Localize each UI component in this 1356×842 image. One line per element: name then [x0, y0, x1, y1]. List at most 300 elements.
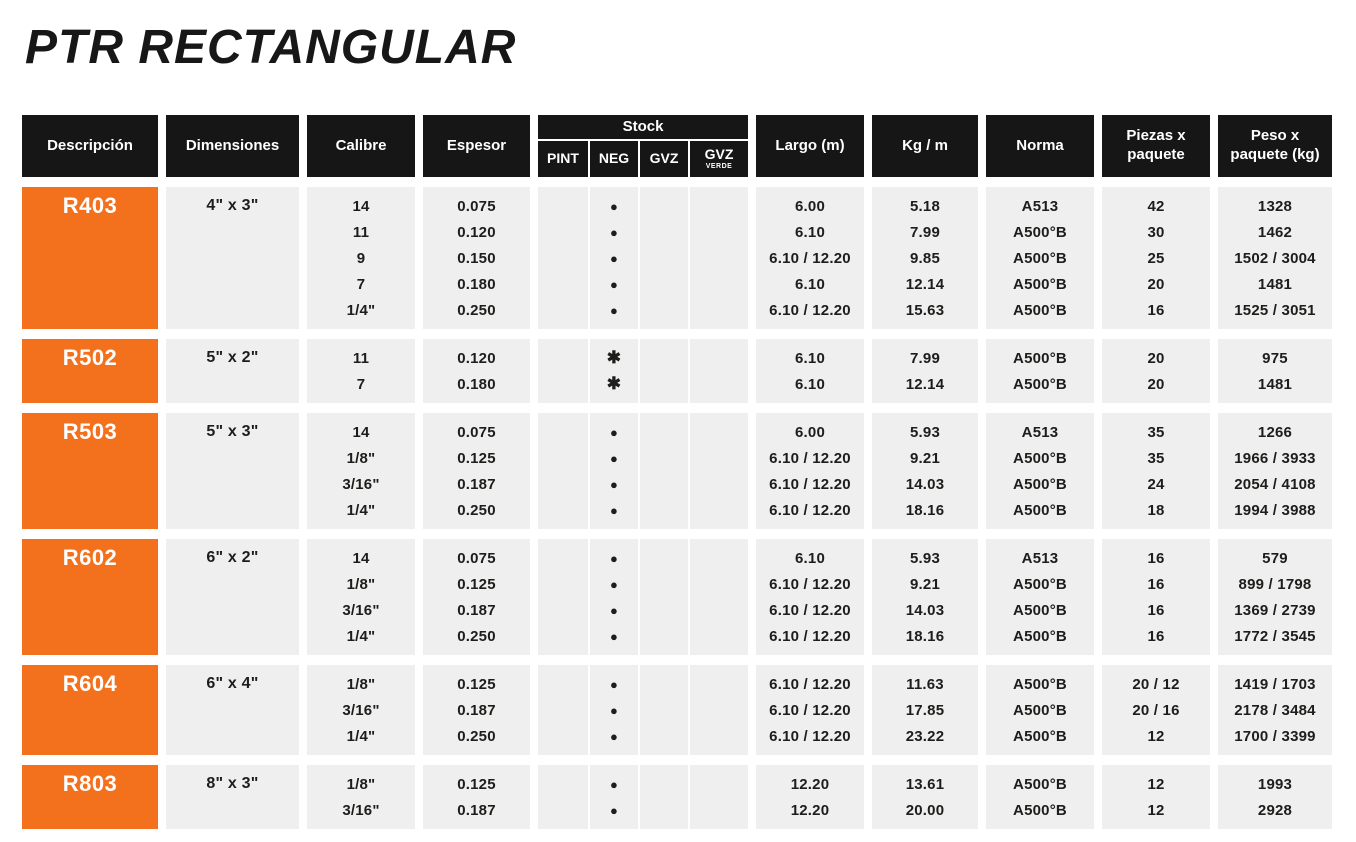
stock-empty: [538, 471, 588, 497]
largo-cell: [756, 339, 864, 403]
stock-empty: [690, 623, 748, 649]
espesor-value: 0.187: [457, 475, 496, 493]
peso-value: 1462: [1257, 223, 1293, 241]
dimensions-cell: [166, 187, 299, 329]
kgm-value: 7.99: [910, 349, 940, 367]
largo-value: 6.10: [795, 349, 825, 367]
header-stock-gvz-verde-sub: VERDE: [705, 162, 733, 170]
kgm-value: 9.85: [910, 249, 940, 267]
stock-dot-icon: ●: [609, 676, 619, 692]
stock-empty: [690, 545, 748, 571]
stock-empty: [640, 219, 688, 245]
largo-value: 6.00: [795, 197, 825, 215]
kgm-value: 18.16: [905, 627, 945, 645]
stock-empty: [538, 771, 588, 797]
stock-empty: [640, 671, 688, 697]
stock-empty: [640, 371, 688, 397]
calibre-value: 11: [352, 349, 370, 367]
calibre-value: 3/16": [342, 601, 380, 619]
product-code-cell: [22, 413, 158, 529]
norma-cell: [986, 339, 1094, 403]
calibre-value: 1/8": [346, 675, 376, 693]
stock-empty: [640, 597, 688, 623]
stock-sub-gvz-verde: [690, 339, 748, 403]
header-stock-neg: NEG: [590, 141, 638, 177]
header-largo: Largo (m): [756, 115, 864, 177]
dimension-value: 8" x 3": [206, 775, 259, 792]
header-stock-group: [538, 115, 748, 177]
stock-sub-gvz-verde: [690, 539, 748, 655]
stock-cell: [538, 539, 748, 655]
stock-empty: [538, 193, 588, 219]
dimension-value: [166, 445, 299, 471]
stock-sub-gvz: [640, 665, 688, 755]
stock-sub-neg: [590, 187, 638, 329]
kgm-value: 17.85: [905, 701, 945, 719]
stock-cell: [538, 339, 748, 403]
largo-value: 6.10: [795, 275, 825, 293]
kgm-value: 23.22: [905, 727, 945, 745]
product-code-cell: [22, 187, 158, 329]
stock-empty: [538, 219, 588, 245]
product-code-cell: [22, 765, 158, 829]
kgm-value: 9.21: [910, 575, 940, 593]
stock-dot-icon: ●: [609, 450, 619, 466]
piezas-value: 16: [1147, 575, 1165, 593]
calibre-value: 1/8": [346, 575, 376, 593]
kgm-value: 5.93: [910, 549, 940, 567]
dimension-value: 6" x 4": [206, 675, 259, 692]
norma-cell: [986, 665, 1094, 755]
peso-value: 1481: [1257, 275, 1293, 293]
kgm-value: 18.16: [905, 501, 945, 519]
norma-value: A500°B: [1013, 375, 1067, 393]
stock-empty: [690, 597, 748, 623]
stock-sub-neg: [590, 339, 638, 403]
stock-empty: [640, 697, 688, 723]
espesor-value: 0.120: [457, 223, 496, 241]
norma-value: A500°B: [1013, 275, 1067, 293]
calibre-value: 1/4": [346, 727, 376, 745]
kgm-value: 12.14: [905, 275, 945, 293]
product-code: R403: [62, 193, 118, 218]
stock-sub-gvz: [640, 539, 688, 655]
stock-sub-gvz-verde: [690, 765, 748, 829]
espesor-value: 0.250: [457, 301, 496, 319]
kgm-value: 7.99: [910, 223, 940, 241]
largo-value: 6.10 / 12.20: [769, 627, 851, 645]
stock-empty: [640, 245, 688, 271]
norma-value: A500°B: [1013, 775, 1067, 793]
calibre-cell: [307, 187, 415, 329]
largo-cell: [756, 413, 864, 529]
stock-empty: [690, 297, 748, 323]
stock-empty: [538, 671, 588, 697]
peso-value: 1502 / 3004: [1234, 249, 1316, 267]
largo-value: 6.10: [795, 549, 825, 567]
stock-cell: [538, 187, 748, 329]
stock-dot-icon: ●: [609, 224, 619, 240]
stock-empty: [640, 571, 688, 597]
espesor-cell: [423, 339, 530, 403]
norma-value: A500°B: [1013, 801, 1067, 819]
dimension-value: [166, 471, 299, 497]
espesor-value: 0.120: [457, 349, 496, 367]
stock-empty: [690, 345, 748, 371]
espesor-value: 0.250: [457, 627, 496, 645]
stock-empty: [640, 623, 688, 649]
stock-sub-pint: [538, 413, 588, 529]
calibre-value: 3/16": [342, 475, 380, 493]
norma-cell: [986, 413, 1094, 529]
stock-sub-neg: [590, 413, 638, 529]
stock-empty: [640, 419, 688, 445]
stock-empty: [690, 419, 748, 445]
norma-value: A500°B: [1013, 349, 1067, 367]
dimension-value: [166, 271, 299, 297]
largo-cell: [756, 665, 864, 755]
kgm-value: 20.00: [905, 801, 945, 819]
stock-empty: [690, 193, 748, 219]
norma-value: A500°B: [1013, 249, 1067, 267]
stock-cell: [538, 765, 748, 829]
header-stock-subrow: [538, 141, 748, 177]
espesor-value: 0.075: [457, 549, 496, 567]
calibre-cell: [307, 339, 415, 403]
header-stock: Stock: [538, 115, 748, 141]
piezas-value: 16: [1147, 549, 1165, 567]
dimension-value: [166, 697, 299, 723]
stock-sub-neg: [590, 539, 638, 655]
stock-dot-icon: ●: [609, 476, 619, 492]
stock-cell: [538, 665, 748, 755]
espesor-value: 0.125: [457, 575, 496, 593]
calibre-value: 1/4": [346, 627, 376, 645]
piezas-cell: [1102, 339, 1210, 403]
kgm-value: 5.18: [910, 197, 940, 215]
stock-empty: [690, 497, 748, 523]
product-group-r602: [22, 539, 1334, 655]
stock-cell: [538, 413, 748, 529]
stock-asterisk-icon: ✱: [606, 374, 622, 393]
largo-cell: [756, 187, 864, 329]
stock-sub-neg: [590, 765, 638, 829]
stock-empty: [690, 723, 748, 749]
espesor-value: 0.250: [457, 727, 496, 745]
dimension-value: [166, 623, 299, 649]
page-title: PTR RECTANGULAR: [25, 21, 517, 74]
peso-value: 1419 / 1703: [1234, 675, 1316, 693]
norma-value: A513: [1021, 423, 1059, 441]
largo-value: 6.10 / 12.20: [769, 727, 851, 745]
stock-empty: [640, 797, 688, 823]
piezas-cell: [1102, 413, 1210, 529]
peso-value: 1772 / 3545: [1234, 627, 1316, 645]
stock-dot-icon: ●: [609, 198, 619, 214]
product-group-r604: [22, 665, 1334, 755]
espesor-value: 0.125: [457, 775, 496, 793]
stock-sub-pint: [538, 339, 588, 403]
largo-value: 6.00: [795, 423, 825, 441]
stock-empty: [690, 697, 748, 723]
stock-empty: [538, 271, 588, 297]
stock-dot-icon: ●: [609, 728, 619, 744]
stock-sub-gvz-verde: [690, 187, 748, 329]
stock-sub-neg: [590, 665, 638, 755]
stock-empty: [538, 797, 588, 823]
norma-value: A500°B: [1013, 727, 1067, 745]
kgm-cell: [872, 339, 978, 403]
largo-value: 6.10 / 12.20: [769, 675, 851, 693]
stock-empty: [640, 345, 688, 371]
norma-cell: [986, 765, 1094, 829]
piezas-cell: [1102, 765, 1210, 829]
product-group-r803: [22, 765, 1334, 829]
norma-value: A500°B: [1013, 223, 1067, 241]
stock-empty: [538, 571, 588, 597]
norma-value: A500°B: [1013, 701, 1067, 719]
largo-value: 6.10 / 12.20: [769, 449, 851, 467]
kgm-value: 12.14: [905, 375, 945, 393]
calibre-value: 14: [352, 549, 370, 567]
kgm-value: 9.21: [910, 449, 940, 467]
largo-cell: [756, 539, 864, 655]
espesor-value: 0.250: [457, 501, 496, 519]
piezas-value: 24: [1147, 475, 1165, 493]
stock-sub-gvz-verde: [690, 413, 748, 529]
dimension-value: [166, 219, 299, 245]
piezas-cell: [1102, 539, 1210, 655]
peso-value: 899 / 1798: [1238, 575, 1312, 593]
stock-dot-icon: ●: [609, 576, 619, 592]
kgm-value: 13.61: [905, 775, 945, 793]
header-espesor: Espesor: [423, 115, 530, 177]
piezas-value: 42: [1147, 197, 1165, 215]
kgm-cell: [872, 765, 978, 829]
dimension-value: [166, 571, 299, 597]
stock-dot-icon: ●: [609, 276, 619, 292]
calibre-value: 1/8": [346, 775, 376, 793]
largo-cell: [756, 765, 864, 829]
largo-value: 6.10: [795, 223, 825, 241]
largo-value: 6.10 / 12.20: [769, 575, 851, 593]
peso-value: 2054 / 4108: [1234, 475, 1316, 493]
stock-empty: [690, 245, 748, 271]
header-dimensiones: Dimensiones: [166, 115, 299, 177]
header-piezas: Piezas x paquete: [1102, 115, 1210, 177]
kgm-cell: [872, 665, 978, 755]
stock-dot-icon: ●: [609, 802, 619, 818]
kgm-value: 11.63: [906, 675, 944, 693]
largo-value: 6.10 / 12.20: [769, 601, 851, 619]
piezas-value: 16: [1147, 301, 1165, 319]
norma-value: A500°B: [1013, 449, 1067, 467]
largo-value: 12.20: [790, 801, 830, 819]
largo-value: 6.10 / 12.20: [769, 301, 851, 319]
norma-value: A500°B: [1013, 627, 1067, 645]
norma-value: A513: [1021, 549, 1059, 567]
piezas-value: 25: [1147, 249, 1165, 267]
stock-sub-gvz: [640, 413, 688, 529]
norma-value: A500°B: [1013, 301, 1067, 319]
piezas-value: 20: [1147, 349, 1165, 367]
espesor-value: 0.125: [457, 449, 496, 467]
header-descripcion: Descripción: [22, 115, 158, 177]
stock-empty: [640, 271, 688, 297]
calibre-cell: [307, 665, 415, 755]
stock-empty: [640, 545, 688, 571]
peso-value: 1328: [1257, 197, 1293, 215]
calibre-value: 9: [356, 249, 366, 267]
kgm-value: 15.63: [905, 301, 945, 319]
peso-value: 2178 / 3484: [1234, 701, 1316, 719]
peso-value: 1369 / 2739: [1234, 601, 1316, 619]
peso-value: 1481: [1257, 375, 1293, 393]
header-stock-pint: PINT: [538, 141, 588, 177]
piezas-value: 18: [1147, 501, 1165, 519]
kgm-value: 5.93: [910, 423, 940, 441]
norma-value: A500°B: [1013, 601, 1067, 619]
stock-dot-icon: ●: [609, 502, 619, 518]
stock-sub-pint: [538, 539, 588, 655]
stock-dot-icon: ●: [609, 302, 619, 318]
largo-value: 12.20: [790, 775, 830, 793]
stock-empty: [690, 471, 748, 497]
stock-empty: [690, 219, 748, 245]
stock-dot-icon: ●: [609, 776, 619, 792]
peso-value: 1993: [1257, 775, 1293, 793]
piezas-value: 16: [1147, 601, 1165, 619]
espesor-cell: [423, 539, 530, 655]
piezas-value: 30: [1147, 223, 1165, 241]
product-code: R803: [62, 771, 118, 796]
peso-value: 1700 / 3399: [1234, 727, 1316, 745]
largo-value: 6.10 / 12.20: [769, 249, 851, 267]
piezas-value: 12: [1147, 775, 1165, 793]
norma-cell: [986, 539, 1094, 655]
peso-cell: [1218, 339, 1332, 403]
dimensions-cell: [166, 539, 299, 655]
peso-value: 2928: [1257, 801, 1293, 819]
peso-cell: [1218, 187, 1332, 329]
dimension-value: [166, 597, 299, 623]
stock-sub-pint: [538, 665, 588, 755]
header-stock-gvz-verde: GVZ VERDE: [690, 141, 748, 177]
dimensions-cell: [166, 339, 299, 403]
peso-cell: [1218, 539, 1332, 655]
stock-dot-icon: ●: [609, 550, 619, 566]
espesor-cell: [423, 765, 530, 829]
norma-value: A500°B: [1013, 501, 1067, 519]
product-code-cell: [22, 339, 158, 403]
stock-empty: [690, 445, 748, 471]
largo-value: 6.10: [795, 375, 825, 393]
dimension-value: [166, 371, 299, 397]
espesor-value: 0.150: [457, 249, 496, 267]
espesor-cell: [423, 665, 530, 755]
espesor-value: 0.187: [457, 801, 496, 819]
peso-value: 975: [1262, 349, 1288, 367]
largo-value: 6.10 / 12.20: [769, 701, 851, 719]
stock-sub-gvz: [640, 339, 688, 403]
stock-empty: [690, 571, 748, 597]
dimension-value: 5" x 3": [206, 423, 259, 440]
kgm-cell: [872, 539, 978, 655]
product-code-cell: [22, 539, 158, 655]
peso-value: 1994 / 3988: [1234, 501, 1316, 519]
stock-dot-icon: ●: [609, 602, 619, 618]
calibre-value: 14: [352, 423, 370, 441]
stock-empty: [640, 723, 688, 749]
stock-empty: [538, 419, 588, 445]
peso-value: 1525 / 3051: [1234, 301, 1316, 319]
dimension-value: [166, 797, 299, 823]
product-code: R604: [62, 671, 118, 696]
dimension-value: [166, 497, 299, 523]
calibre-value: 1/4": [346, 501, 376, 519]
calibre-value: 3/16": [342, 701, 380, 719]
header-kgm: Kg / m: [872, 115, 978, 177]
stock-empty: [538, 497, 588, 523]
norma-value: A500°B: [1013, 675, 1067, 693]
espesor-value: 0.187: [457, 601, 496, 619]
largo-value: 6.10 / 12.20: [769, 501, 851, 519]
calibre-value: 14: [352, 197, 370, 215]
stock-empty: [538, 345, 588, 371]
calibre-value: 1/8": [346, 449, 376, 467]
dimension-value: [166, 723, 299, 749]
stock-empty: [690, 371, 748, 397]
header-peso: Peso x paquete (kg): [1218, 115, 1332, 177]
stock-dot-icon: ●: [609, 702, 619, 718]
stock-empty: [538, 545, 588, 571]
stock-dot-icon: ●: [609, 250, 619, 266]
peso-value: 1266: [1257, 423, 1293, 441]
stock-asterisk-icon: ✱: [606, 348, 622, 367]
spec-table: [22, 115, 1334, 829]
calibre-cell: [307, 413, 415, 529]
piezas-cell: [1102, 665, 1210, 755]
stock-sub-gvz-verde: [690, 665, 748, 755]
largo-value: 6.10 / 12.20: [769, 475, 851, 493]
calibre-value: 11: [352, 223, 370, 241]
table-header-row: [22, 115, 1334, 177]
product-code: R502: [62, 345, 118, 370]
espesor-value: 0.180: [457, 375, 496, 393]
product-group-r503: [22, 413, 1334, 529]
product-code-cell: [22, 665, 158, 755]
stock-empty: [538, 371, 588, 397]
kgm-cell: [872, 187, 978, 329]
stock-empty: [690, 797, 748, 823]
piezas-value: 20 / 12: [1132, 675, 1180, 693]
espesor-value: 0.125: [457, 675, 496, 693]
calibre-value: 3/16": [342, 801, 380, 819]
calibre-value: 7: [356, 275, 366, 293]
piezas-value: 35: [1147, 423, 1165, 441]
product-group-r502: [22, 339, 1334, 403]
espesor-value: 0.187: [457, 701, 496, 719]
peso-cell: [1218, 765, 1332, 829]
stock-empty: [640, 771, 688, 797]
kgm-cell: [872, 413, 978, 529]
stock-empty: [640, 297, 688, 323]
calibre-cell: [307, 539, 415, 655]
stock-sub-gvz: [640, 187, 688, 329]
stock-sub-pint: [538, 765, 588, 829]
norma-value: A513: [1021, 197, 1059, 215]
peso-cell: [1218, 665, 1332, 755]
